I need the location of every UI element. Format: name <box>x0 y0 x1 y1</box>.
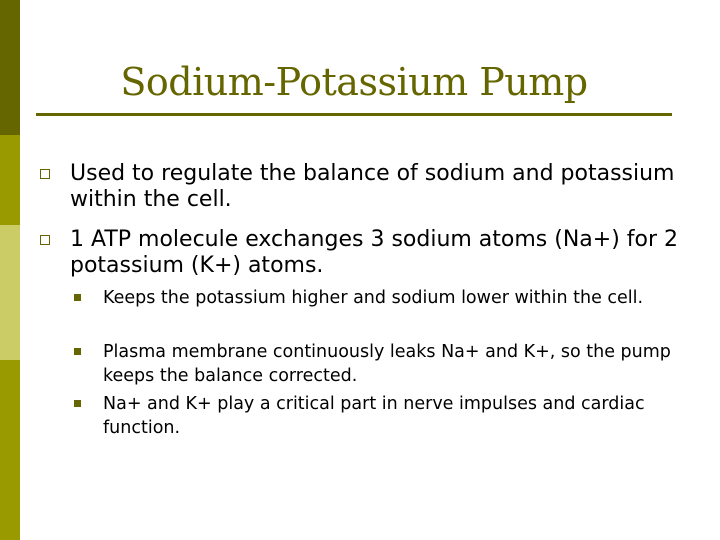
sidebar-segment <box>0 135 20 225</box>
title-underline <box>36 113 672 116</box>
hollow-square-icon <box>40 169 50 179</box>
sidebar-segment <box>0 360 20 540</box>
sidebar-segment <box>0 225 20 360</box>
sub-bullet-text: Plasma membrane continuously leaks Na+ and K+, so the pump keeps the balance corrected. <box>103 342 671 386</box>
sub-bullet-item <box>103 286 693 310</box>
sidebar-segment <box>0 0 20 135</box>
bullet-text: Used to regulate the balance of sodium and potassium within the cell. <box>70 161 675 212</box>
sub-bullet-text: Keeps the potassium higher and sodium lower within the cell. <box>103 288 644 308</box>
hollow-square-icon <box>40 235 50 245</box>
slide-title: Sodium-Potassium Pump <box>120 60 588 104</box>
sub-bullet-item <box>103 340 693 388</box>
bullet-item <box>70 227 690 279</box>
sub-bullet-text: Na+ and K+ play a critical part in nerve impulses and cardiac function. <box>103 394 645 438</box>
sidebar-decoration <box>0 0 20 540</box>
bullet-text: 1 ATP molecule exchanges 3 sodium atoms (Na+) for 2 potassium (K+) atoms. <box>70 227 679 278</box>
solid-square-icon <box>74 348 81 355</box>
bullet-item <box>70 161 690 213</box>
solid-square-icon <box>74 400 81 407</box>
solid-square-icon <box>74 294 81 301</box>
sub-bullet-item <box>103 392 693 440</box>
